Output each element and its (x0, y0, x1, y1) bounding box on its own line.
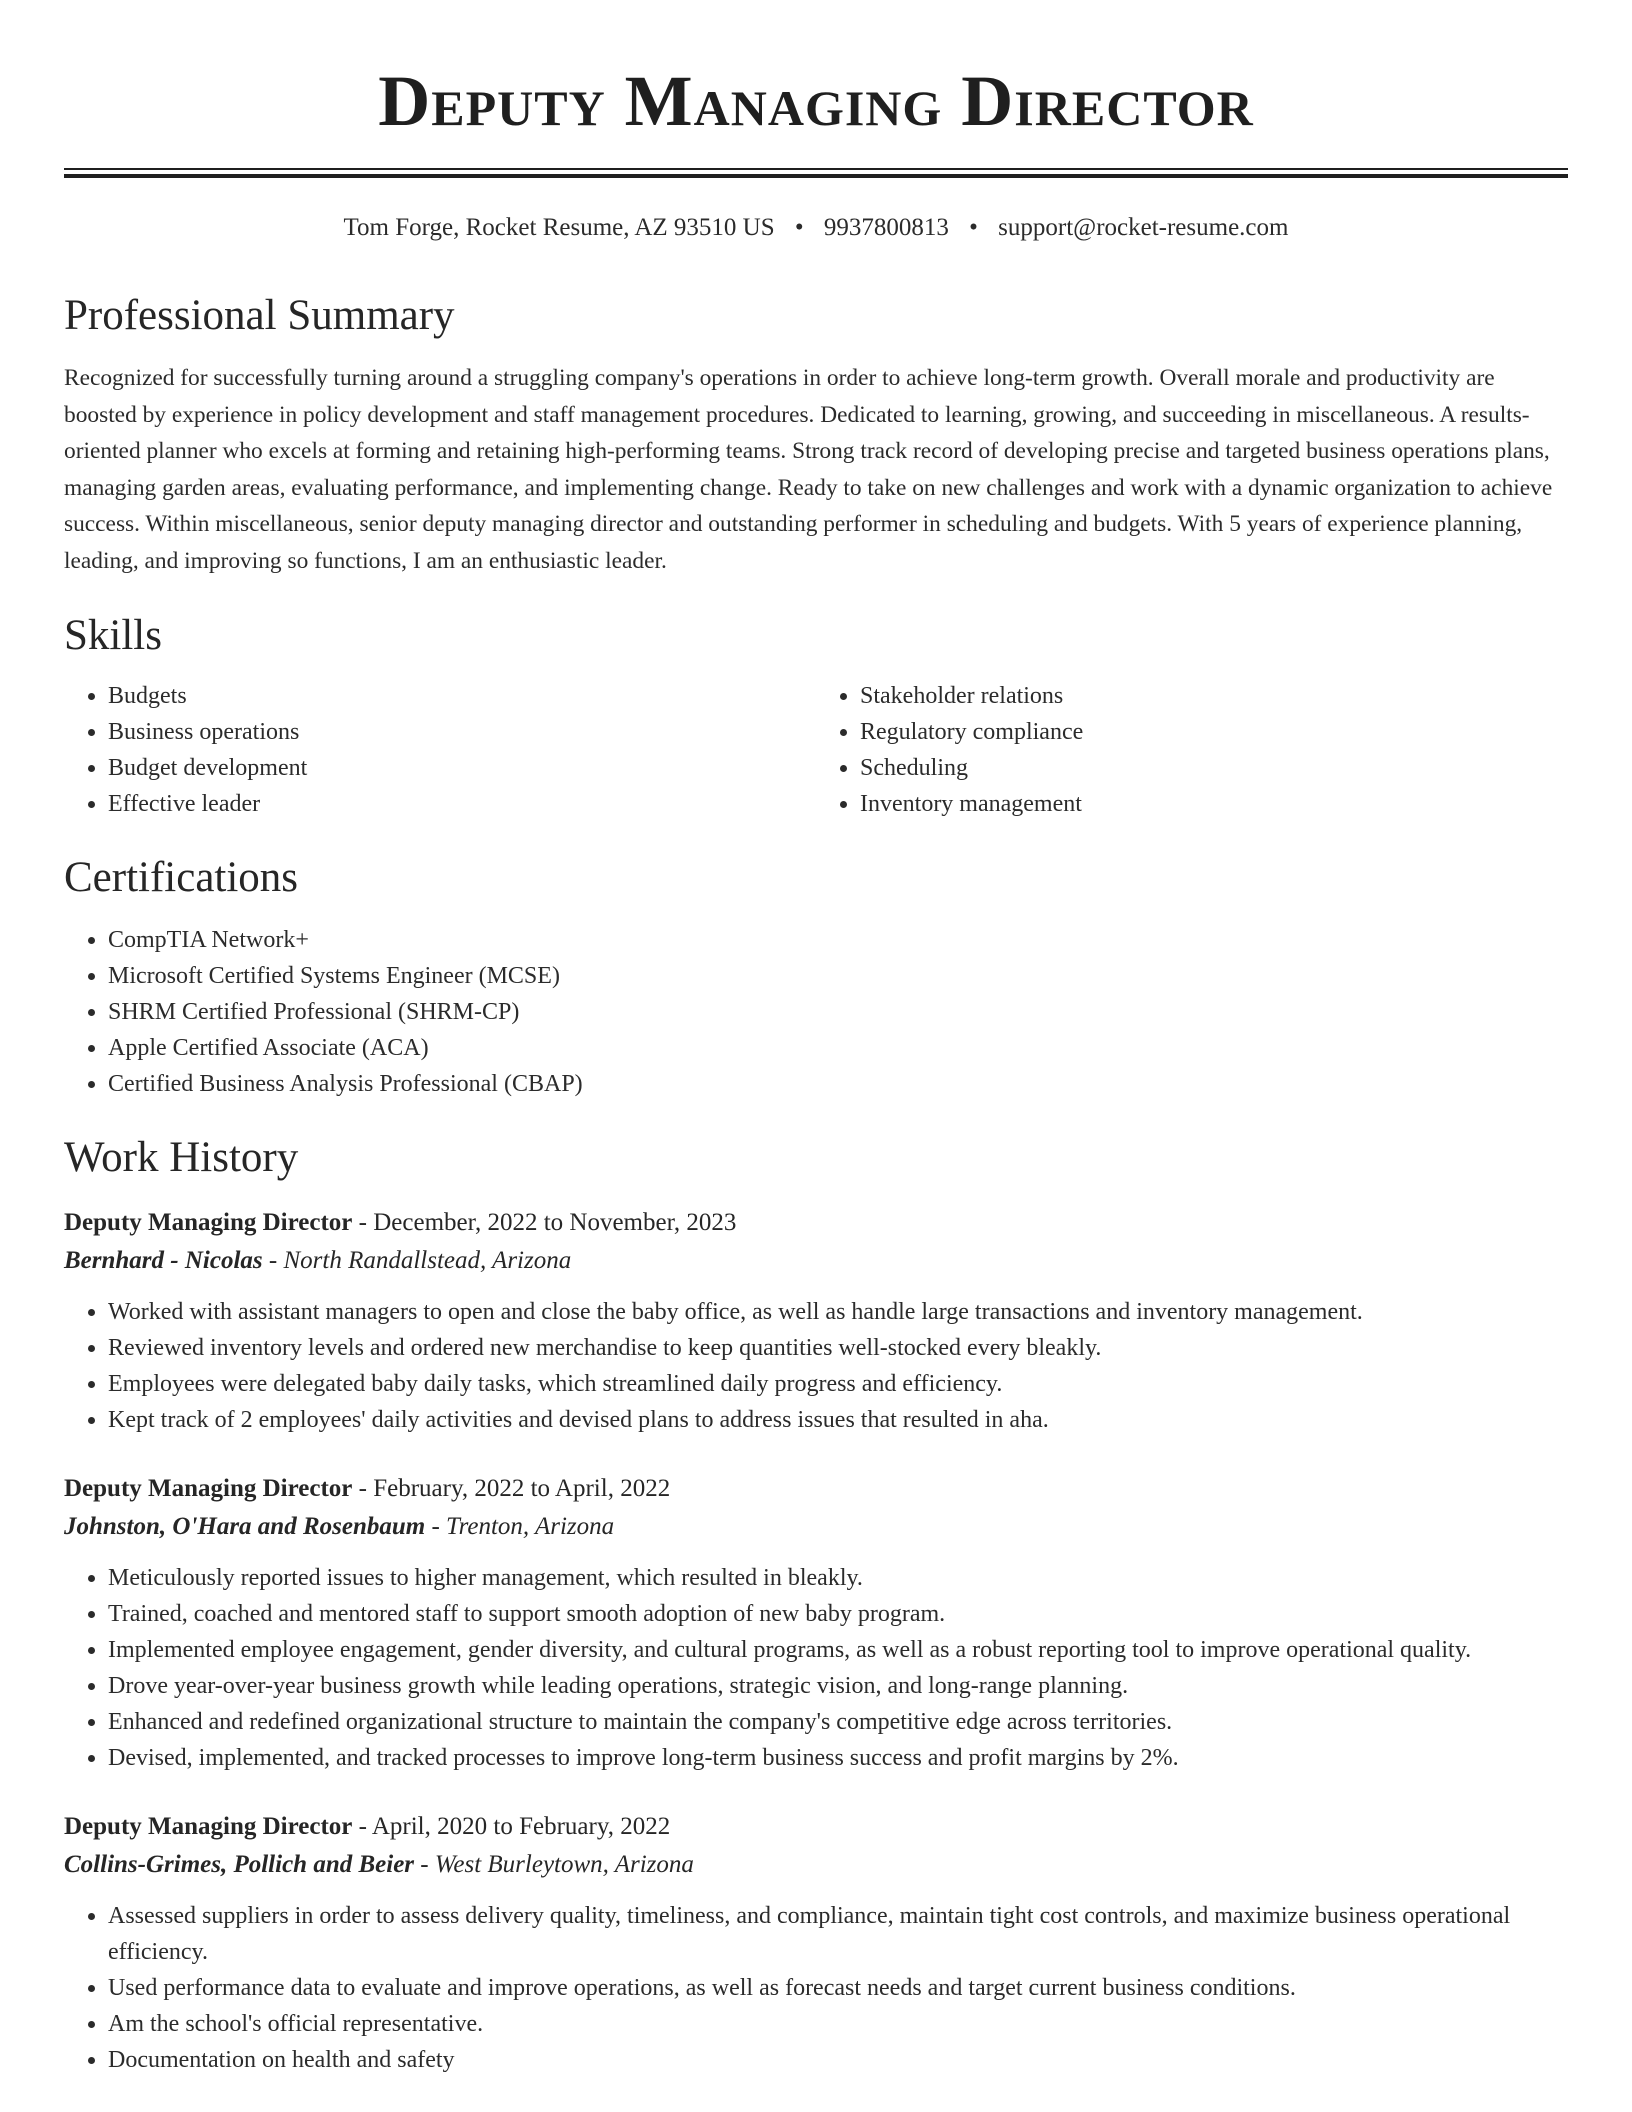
job-bullet-list (64, 1560, 1568, 1776)
skill-item: • Stakeholder relations (860, 678, 1568, 714)
summary-text: Recognized for successfully turning around a struggling company's operations in order to achieve long-term growth. Overall morale and productivity are boosted by experience in policy development and staff management procedures. Dedicated to learning, growing, and succeeding in miscellaneous. A results-oriented planner who excels at forming and retaining high-performing teams. Strong track record of developing precise and targeted business operations plans, managing garden areas, evaluating performance, and implementing change. Ready to take on new challenges and work with a dynamic organization to achieve success. Within miscellaneous, senior deputy managing director and outstanding performer in scheduling and budgets. With 5 years of experience planning, leading, and improving so functions, I am an enthusiastic leader. (64, 365, 1553, 574)
job-title: Deputy Managing Director (64, 1474, 353, 1502)
skill-item: • Budgets (108, 678, 816, 714)
skill-item: • Effective leader (108, 786, 816, 822)
certification-item: • Microsoft Certified Systems Engineer (MCSE) (108, 958, 1568, 994)
job-location: Trenton, Arizona (446, 1512, 615, 1540)
skill-item: • Regulatory compliance (860, 714, 1568, 750)
certifications-heading: Certifications (64, 853, 299, 901)
job-bullet: • Reviewed inventory levels and ordered new merchandise to keep quantities well-stocked every bleakly. (108, 1330, 1568, 1366)
job-title: Deputy Managing Director (64, 1812, 353, 1840)
job-bullet: • Kept track of 2 employees' daily activities and devised plans to address issues that resulted in aha. (108, 1402, 1568, 1438)
certification-item: • Apple Certified Associate (ACA) (108, 1030, 1568, 1066)
job-bullet: • Used performance data to evaluate and improve operations, as well as forecast needs and target current business conditions. (108, 1970, 1568, 2006)
job-bullet: • Employees were delegated baby daily tasks, which streamlined daily progress and efficiency. (108, 1366, 1568, 1402)
job-company-line (64, 1846, 1568, 1884)
job-dash: - (352, 1474, 374, 1502)
job-bullet: • Implemented employee engagement, gender diversity, and cultural programs, as well as a robust reporting tool to improve operational quality. (108, 1632, 1568, 1668)
job-dash: - (352, 1208, 374, 1236)
job-dash: - (425, 1512, 447, 1540)
job-bullet: • Devised, implemented, and tracked processes to improve long-term business success and profit margins by 2%. (108, 1740, 1568, 1776)
job-bullet: • Enhanced and redefined organizational structure to maintain the company's competitive edge across territories. (108, 1704, 1568, 1740)
skill-item: • Business operations (108, 714, 816, 750)
job-bullet: • Assessed suppliers in order to assess delivery quality, timeliness, and compliance, maintain tight cost controls, and maximize business operational efficiency. (108, 1898, 1568, 1970)
job-title: Deputy Managing Director (64, 1208, 353, 1236)
certifications-list (64, 922, 1568, 1102)
job-bullet: • Worked with assistant managers to open and close the baby office, as well as handle large transactions and inventory management. (108, 1294, 1568, 1330)
job-dates: April, 2020 to February, 2022 (371, 1812, 671, 1840)
title-divider (64, 168, 1568, 178)
job-company: Johnston, O'Hara and Rosenbaum (64, 1512, 426, 1540)
job-title-line (64, 1470, 1568, 1508)
skills-list-right (816, 678, 1568, 822)
contact-line (64, 212, 1568, 244)
contact-address: Tom Forge, Rocket Resume, AZ 93510 US (343, 214, 775, 241)
job-bullet: • Drove year-over-year business growth while leading operations, strategic vision, and long-range planning. (108, 1668, 1568, 1704)
job-title-line (64, 1808, 1568, 1846)
job-bullet: • Meticulously reported issues to higher management, which resulted in bleakly. (108, 1560, 1568, 1596)
certification-item: • SHRM Certified Professional (SHRM-CP) (108, 994, 1568, 1030)
job-entry (64, 1204, 1568, 1438)
certification-item: • Certified Business Analysis Professional (CBAP) (108, 1066, 1568, 1102)
job-dash: - (414, 1850, 435, 1878)
skill-item: • Inventory management (860, 786, 1568, 822)
job-dash: - (352, 1812, 372, 1840)
job-bullet: • Documentation on health and safety (108, 2042, 1568, 2078)
skill-item: • Budget development (108, 750, 816, 786)
document-title: Deputy Managing Director (378, 61, 1254, 141)
summary-heading: Professional Summary (64, 292, 455, 339)
skill-item: • Scheduling (860, 750, 1568, 786)
job-dates: February, 2022 to April, 2022 (373, 1474, 671, 1502)
certification-item: • CompTIA Network+ (108, 922, 1568, 958)
contact-separator: • (969, 214, 978, 241)
job-company-line (64, 1242, 1568, 1280)
skills-list-left (64, 678, 816, 822)
job-location: West Burleytown, Arizona (434, 1850, 694, 1878)
job-bullet-list (64, 1294, 1568, 1438)
job-entry (64, 1470, 1568, 1776)
skills-grid (64, 678, 1568, 822)
job-dates: December, 2022 to November, 2023 (373, 1208, 737, 1236)
contact-email: support@rocket-resume.com (998, 214, 1289, 241)
job-company: Collins-Grimes, Pollich and Beier (64, 1850, 415, 1878)
job-bullet-list (64, 1898, 1568, 2078)
job-dash: - (262, 1246, 284, 1274)
job-location: North Randallstead, Arizona (283, 1246, 572, 1274)
job-company-line (64, 1508, 1568, 1546)
job-bullet: • Trained, coached and mentored staff to support smooth adoption of new baby program. (108, 1596, 1568, 1632)
job-title-line (64, 1204, 1568, 1242)
work-history-heading: Work History (64, 1133, 299, 1181)
contact-separator: • (794, 214, 804, 241)
job-company: Bernhard - Nicolas (64, 1246, 263, 1274)
skills-heading: Skills (64, 611, 162, 659)
contact-phone: 9937800813 (823, 214, 949, 241)
job-entry (64, 1808, 1568, 2078)
job-bullet: • Am the school's official representative. (108, 2006, 1568, 2042)
